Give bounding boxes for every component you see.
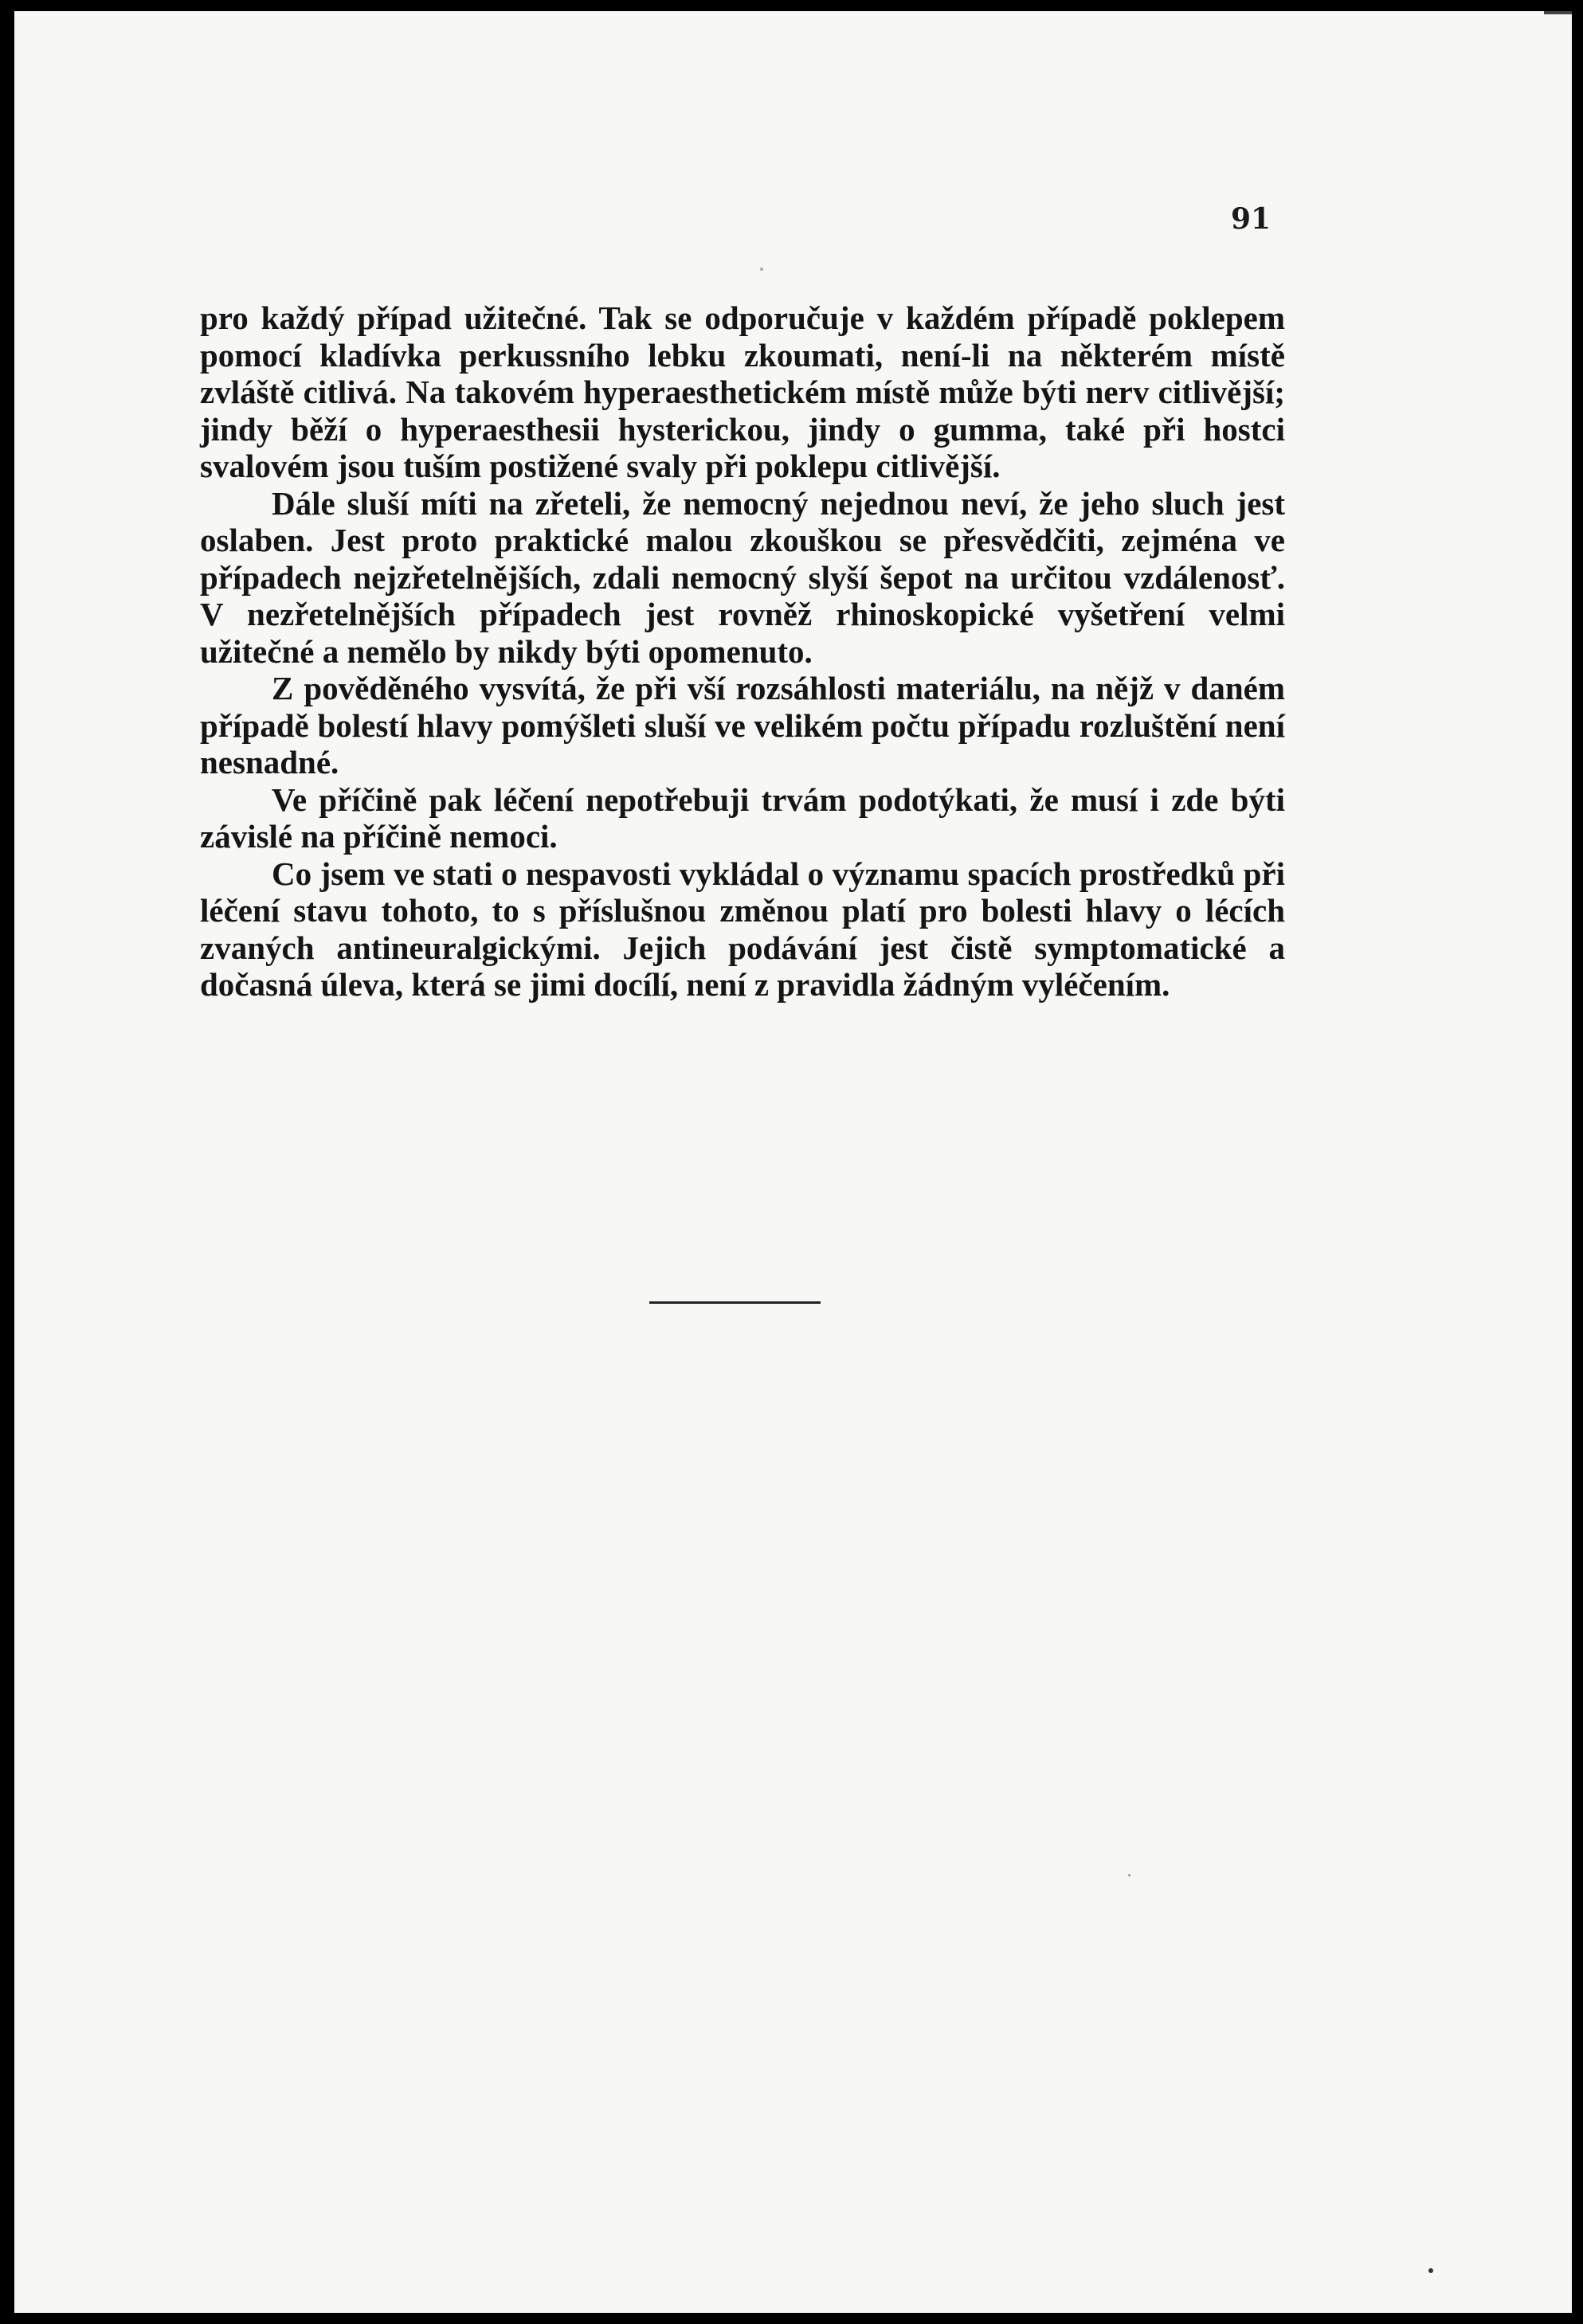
- paragraph-4: Ve příčině pak léčení nepotřebuji trvám podotýkati, že musí i zde býti závislé na příčině nemoci.: [200, 781, 1285, 855]
- scan-speck: [760, 268, 763, 271]
- end-rule: [649, 1301, 821, 1304]
- paragraph-3: Z pověděného vysvítá, že při vší rozsáhlosti materiálu, na nějž v daném případě bolestí hlavy pomýšleti sluší ve velikém počtu případu rozluštění není nesnadné.: [200, 670, 1285, 781]
- body-text: [200, 299, 1285, 1004]
- paragraph-5: Co jsem ve stati o nespavosti vykládal o významu spacích prostředků při léčení stavu tohoto, to s příslušnou změnou platí pro bolesti hlavy o lécích zvaných antineuralgickými. Jejich podávání jest čistě symptomatické a dočasná úleva, která se jimi docílí, není z pravidla žádným vyléčením.: [200, 855, 1285, 1003]
- scan-speck: [1428, 2268, 1433, 2273]
- page-number: 91: [1231, 202, 1271, 236]
- scan-speck: [1128, 1874, 1130, 1876]
- paragraph-2: Dále sluší míti na zřeteli, že nemocný nejednou neví, že jeho sluch jest oslaben. Jest proto praktické malou zkouškou se přesvědčiti, zejména ve případech nejzřetelnějších, zdali nemocný slyší šepot na určitou vzdálenosť. V nezřetelnějších případech jest rovněž rhinoskopické vyšetření velmi užitečné a nemělo by nikdy býti opomenuto.: [200, 484, 1285, 670]
- corner-mark: [1544, 11, 1572, 14]
- paragraph-1: pro každý případ užitečné. Tak se odporučuje v každém případě poklepem pomocí kladívka perkussního lebku zkoumati, není-li na některém místě zvláště citlivá. Na takovém hyperaesthetickém místě může býti nerv citlivější; jindy běží o hyperaesthesii hysterickou, jindy o gumma, také při hostci svalovém jsou tuším postižené svaly při poklepu citlivější.: [200, 299, 1285, 484]
- scanned-page: [14, 11, 1572, 2313]
